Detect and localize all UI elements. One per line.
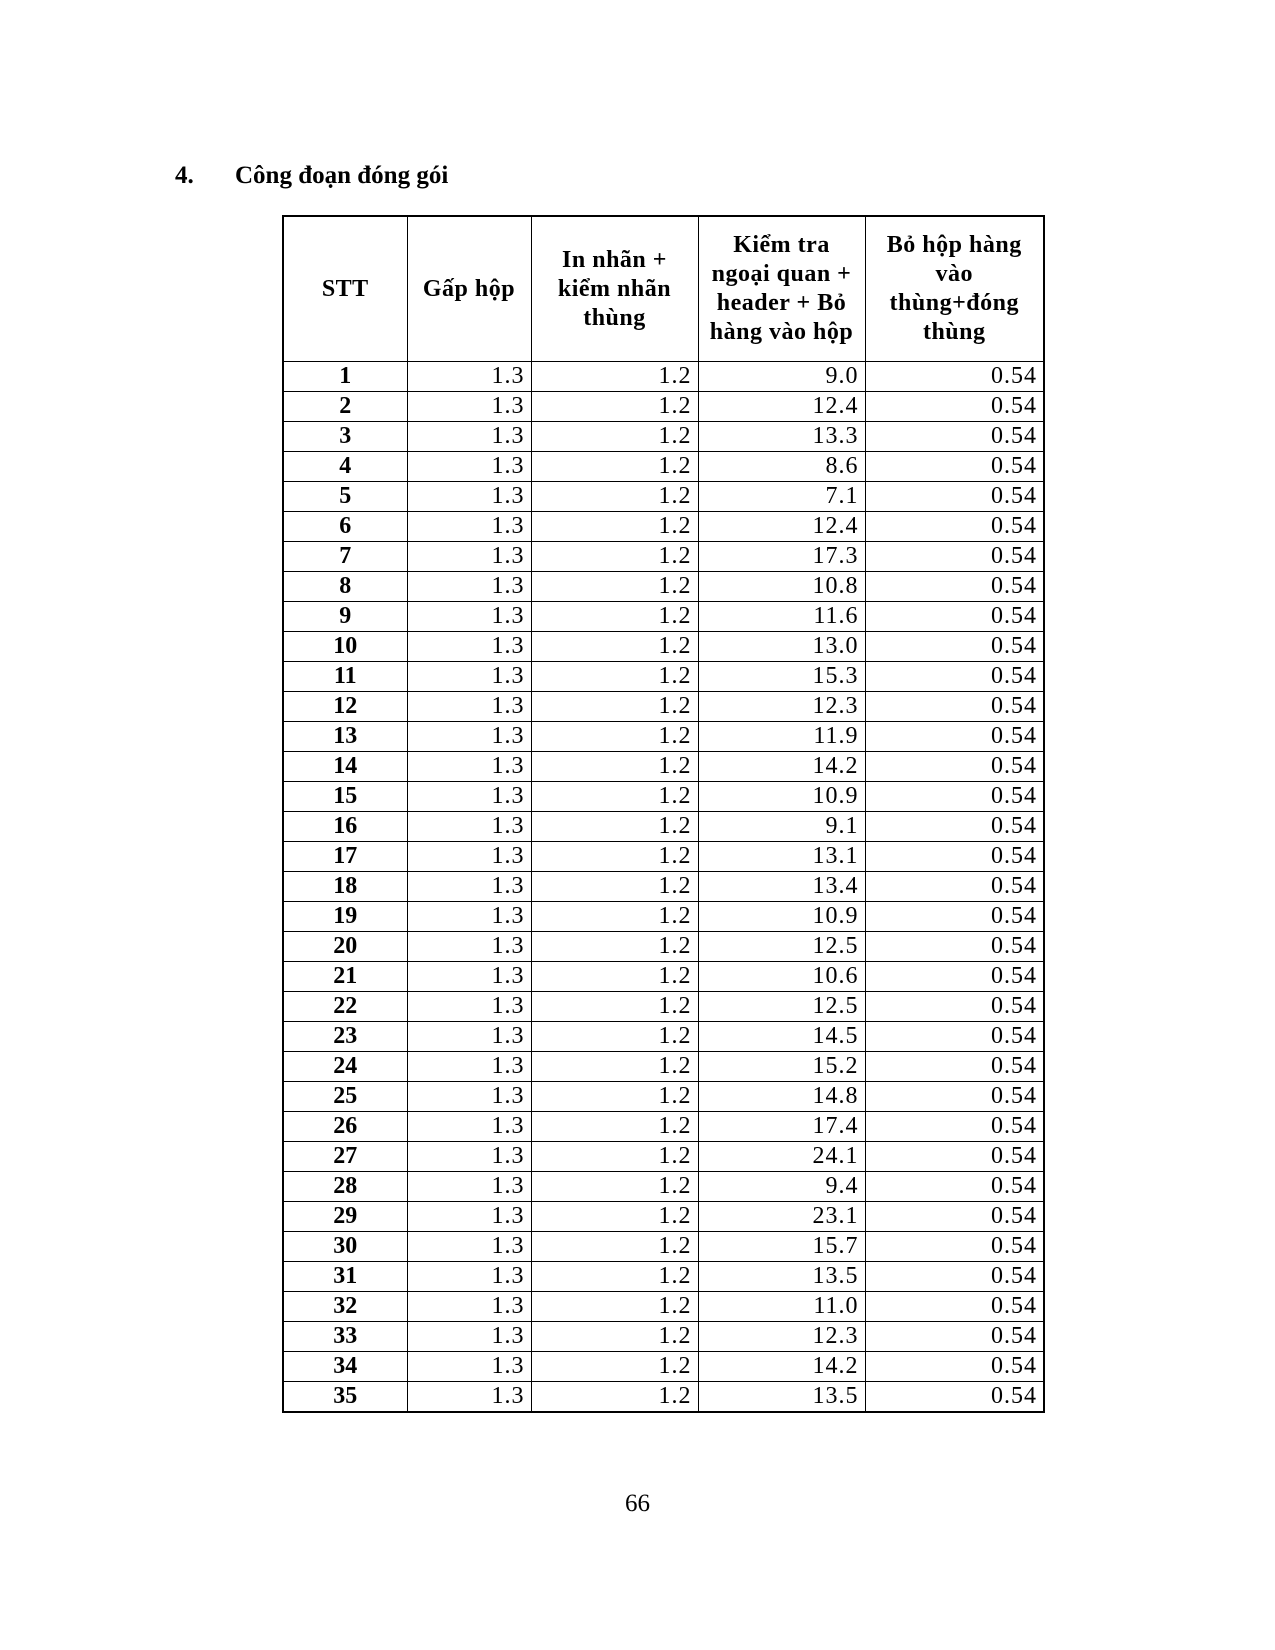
inspect-pack-cell: 14.2 <box>698 1352 865 1382</box>
packing-time-table <box>282 215 1045 1413</box>
stt-cell: 30 <box>283 1232 407 1262</box>
print-label-cell: 1.2 <box>531 1112 698 1142</box>
section-number: 4. <box>175 162 194 189</box>
fold-box-cell: 1.3 <box>407 542 531 572</box>
print-label-cell: 1.2 <box>531 1172 698 1202</box>
print-label-cell: 1.2 <box>531 1142 698 1172</box>
stt-cell: 13 <box>283 722 407 752</box>
print-label-cell: 1.2 <box>531 482 698 512</box>
table-row <box>283 572 1044 602</box>
print-label-cell: 1.2 <box>531 632 698 662</box>
print-label-cell: 1.2 <box>531 1202 698 1232</box>
inspect-pack-cell: 15.7 <box>698 1232 865 1262</box>
section-title: Công đoạn đóng gói <box>235 162 449 189</box>
table-row <box>283 722 1044 752</box>
box-into-carton-cell: 0.54 <box>865 1202 1044 1232</box>
section-heading <box>175 162 448 190</box>
inspect-pack-cell: 10.8 <box>698 572 865 602</box>
table-row <box>283 1142 1044 1172</box>
inspect-pack-cell: 10.6 <box>698 962 865 992</box>
box-into-carton-cell: 0.54 <box>865 962 1044 992</box>
table-row <box>283 392 1044 422</box>
table-row <box>283 1292 1044 1322</box>
inspect-pack-cell: 11.6 <box>698 602 865 632</box>
print-label-cell: 1.2 <box>531 1052 698 1082</box>
table-row <box>283 542 1044 572</box>
print-label-cell: 1.2 <box>531 362 698 392</box>
fold-box-cell: 1.3 <box>407 662 531 692</box>
table-row <box>283 1082 1044 1112</box>
table-row <box>283 962 1044 992</box>
inspect-pack-cell: 12.4 <box>698 392 865 422</box>
stt-cell: 17 <box>283 842 407 872</box>
inspect-pack-cell: 12.3 <box>698 1322 865 1352</box>
table-row <box>283 752 1044 782</box>
table-row <box>283 512 1044 542</box>
box-into-carton-cell: 0.54 <box>865 632 1044 662</box>
fold-box-cell: 1.3 <box>407 932 531 962</box>
table-body <box>283 362 1044 1413</box>
print-label-cell: 1.2 <box>531 902 698 932</box>
table-row <box>283 1352 1044 1382</box>
header-print-label: In nhãn + kiểm nhãn thùng <box>531 216 698 362</box>
box-into-carton-cell: 0.54 <box>865 602 1044 632</box>
stt-cell: 33 <box>283 1322 407 1352</box>
table-row <box>283 482 1044 512</box>
fold-box-cell: 1.3 <box>407 422 531 452</box>
inspect-pack-cell: 10.9 <box>698 902 865 932</box>
box-into-carton-cell: 0.54 <box>865 1292 1044 1322</box>
box-into-carton-cell: 0.54 <box>865 512 1044 542</box>
table-row <box>283 692 1044 722</box>
table-row <box>283 1382 1044 1413</box>
fold-box-cell: 1.3 <box>407 1052 531 1082</box>
print-label-cell: 1.2 <box>531 1022 698 1052</box>
stt-cell: 2 <box>283 392 407 422</box>
stt-cell: 12 <box>283 692 407 722</box>
stt-cell: 1 <box>283 362 407 392</box>
inspect-pack-cell: 11.9 <box>698 722 865 752</box>
inspect-pack-cell: 11.0 <box>698 1292 865 1322</box>
stt-cell: 29 <box>283 1202 407 1232</box>
box-into-carton-cell: 0.54 <box>865 482 1044 512</box>
fold-box-cell: 1.3 <box>407 1172 531 1202</box>
fold-box-cell: 1.3 <box>407 1262 531 1292</box>
stt-cell: 10 <box>283 632 407 662</box>
fold-box-cell: 1.3 <box>407 752 531 782</box>
fold-box-cell: 1.3 <box>407 602 531 632</box>
print-label-cell: 1.2 <box>531 662 698 692</box>
inspect-pack-cell: 12.5 <box>698 932 865 962</box>
table-row <box>283 1022 1044 1052</box>
fold-box-cell: 1.3 <box>407 1082 531 1112</box>
fold-box-cell: 1.3 <box>407 1382 531 1413</box>
stt-cell: 14 <box>283 752 407 782</box>
stt-cell: 19 <box>283 902 407 932</box>
stt-cell: 9 <box>283 602 407 632</box>
stt-cell: 24 <box>283 1052 407 1082</box>
table-row <box>283 932 1044 962</box>
table-row <box>283 662 1044 692</box>
table-header-row <box>283 216 1044 362</box>
stt-cell: 20 <box>283 932 407 962</box>
box-into-carton-cell: 0.54 <box>865 662 1044 692</box>
fold-box-cell: 1.3 <box>407 902 531 932</box>
inspect-pack-cell: 23.1 <box>698 1202 865 1232</box>
inspect-pack-cell: 7.1 <box>698 482 865 512</box>
print-label-cell: 1.2 <box>531 1082 698 1112</box>
inspect-pack-cell: 10.9 <box>698 782 865 812</box>
print-label-cell: 1.2 <box>531 1352 698 1382</box>
inspect-pack-cell: 13.5 <box>698 1382 865 1413</box>
stt-cell: 34 <box>283 1352 407 1382</box>
stt-cell: 3 <box>283 422 407 452</box>
stt-cell: 35 <box>283 1382 407 1413</box>
table-row <box>283 1172 1044 1202</box>
header-inspect-pack: Kiểm tra ngoại quan + header + Bỏ hàng vào hộp <box>698 216 865 362</box>
box-into-carton-cell: 0.54 <box>865 1082 1044 1112</box>
fold-box-cell: 1.3 <box>407 962 531 992</box>
print-label-cell: 1.2 <box>531 1292 698 1322</box>
box-into-carton-cell: 0.54 <box>865 902 1044 932</box>
fold-box-cell: 1.3 <box>407 1202 531 1232</box>
print-label-cell: 1.2 <box>531 962 698 992</box>
header-box-into-carton: Bỏ hộp hàng vào thùng+đóng thùng <box>865 216 1044 362</box>
stt-cell: 32 <box>283 1292 407 1322</box>
table-row <box>283 842 1044 872</box>
print-label-cell: 1.2 <box>531 1232 698 1262</box>
print-label-cell: 1.2 <box>531 872 698 902</box>
inspect-pack-cell: 14.8 <box>698 1082 865 1112</box>
box-into-carton-cell: 0.54 <box>865 722 1044 752</box>
fold-box-cell: 1.3 <box>407 1232 531 1262</box>
box-into-carton-cell: 0.54 <box>865 542 1044 572</box>
print-label-cell: 1.2 <box>531 932 698 962</box>
box-into-carton-cell: 0.54 <box>865 1022 1044 1052</box>
print-label-cell: 1.2 <box>531 992 698 1022</box>
inspect-pack-cell: 13.3 <box>698 422 865 452</box>
box-into-carton-cell: 0.54 <box>865 392 1044 422</box>
box-into-carton-cell: 0.54 <box>865 782 1044 812</box>
fold-box-cell: 1.3 <box>407 482 531 512</box>
print-label-cell: 1.2 <box>531 842 698 872</box>
fold-box-cell: 1.3 <box>407 632 531 662</box>
print-label-cell: 1.2 <box>531 782 698 812</box>
inspect-pack-cell: 8.6 <box>698 452 865 482</box>
box-into-carton-cell: 0.54 <box>865 932 1044 962</box>
inspect-pack-cell: 12.4 <box>698 512 865 542</box>
inspect-pack-cell: 17.3 <box>698 542 865 572</box>
inspect-pack-cell: 13.4 <box>698 872 865 902</box>
inspect-pack-cell: 15.2 <box>698 1052 865 1082</box>
box-into-carton-cell: 0.54 <box>865 992 1044 1022</box>
fold-box-cell: 1.3 <box>407 812 531 842</box>
page-number: 66 <box>625 1490 650 1517</box>
inspect-pack-cell: 24.1 <box>698 1142 865 1172</box>
table-row <box>283 452 1044 482</box>
print-label-cell: 1.2 <box>531 812 698 842</box>
fold-box-cell: 1.3 <box>407 1352 531 1382</box>
fold-box-cell: 1.3 <box>407 392 531 422</box>
stt-cell: 6 <box>283 512 407 542</box>
stt-cell: 16 <box>283 812 407 842</box>
fold-box-cell: 1.3 <box>407 872 531 902</box>
table-row <box>283 1262 1044 1292</box>
table-row <box>283 1232 1044 1262</box>
inspect-pack-cell: 14.5 <box>698 1022 865 1052</box>
box-into-carton-cell: 0.54 <box>865 1142 1044 1172</box>
box-into-carton-cell: 0.54 <box>865 752 1044 782</box>
table-row <box>283 902 1044 932</box>
inspect-pack-cell: 13.0 <box>698 632 865 662</box>
print-label-cell: 1.2 <box>531 692 698 722</box>
box-into-carton-cell: 0.54 <box>865 362 1044 392</box>
table-row <box>283 1052 1044 1082</box>
table-row <box>283 992 1044 1022</box>
box-into-carton-cell: 0.54 <box>865 1172 1044 1202</box>
fold-box-cell: 1.3 <box>407 362 531 392</box>
inspect-pack-cell: 17.4 <box>698 1112 865 1142</box>
box-into-carton-cell: 0.54 <box>865 1232 1044 1262</box>
print-label-cell: 1.2 <box>531 542 698 572</box>
table-row <box>283 812 1044 842</box>
stt-cell: 23 <box>283 1022 407 1052</box>
fold-box-cell: 1.3 <box>407 992 531 1022</box>
print-label-cell: 1.2 <box>531 1322 698 1352</box>
print-label-cell: 1.2 <box>531 572 698 602</box>
stt-cell: 5 <box>283 482 407 512</box>
fold-box-cell: 1.3 <box>407 842 531 872</box>
stt-cell: 8 <box>283 572 407 602</box>
stt-cell: 21 <box>283 962 407 992</box>
fold-box-cell: 1.3 <box>407 1322 531 1352</box>
fold-box-cell: 1.3 <box>407 782 531 812</box>
box-into-carton-cell: 0.54 <box>865 1352 1044 1382</box>
table-row <box>283 1202 1044 1232</box>
inspect-pack-cell: 9.0 <box>698 362 865 392</box>
box-into-carton-cell: 0.54 <box>865 452 1044 482</box>
fold-box-cell: 1.3 <box>407 1142 531 1172</box>
header-fold-box: Gấp hộp <box>407 216 531 362</box>
fold-box-cell: 1.3 <box>407 1112 531 1142</box>
table-row <box>283 632 1044 662</box>
table-row <box>283 362 1044 392</box>
table-row <box>283 872 1044 902</box>
table-row <box>283 602 1044 632</box>
print-label-cell: 1.2 <box>531 722 698 752</box>
box-into-carton-cell: 0.54 <box>865 572 1044 602</box>
stt-cell: 7 <box>283 542 407 572</box>
print-label-cell: 1.2 <box>531 452 698 482</box>
stt-cell: 15 <box>283 782 407 812</box>
inspect-pack-cell: 13.1 <box>698 842 865 872</box>
stt-cell: 11 <box>283 662 407 692</box>
stt-cell: 22 <box>283 992 407 1022</box>
table-row <box>283 1112 1044 1142</box>
inspect-pack-cell: 12.3 <box>698 692 865 722</box>
box-into-carton-cell: 0.54 <box>865 1052 1044 1082</box>
box-into-carton-cell: 0.54 <box>865 812 1044 842</box>
fold-box-cell: 1.3 <box>407 512 531 542</box>
inspect-pack-cell: 15.3 <box>698 662 865 692</box>
print-label-cell: 1.2 <box>531 752 698 782</box>
fold-box-cell: 1.3 <box>407 572 531 602</box>
box-into-carton-cell: 0.54 <box>865 422 1044 452</box>
header-stt: STT <box>283 216 407 362</box>
stt-cell: 25 <box>283 1082 407 1112</box>
inspect-pack-cell: 12.5 <box>698 992 865 1022</box>
fold-box-cell: 1.3 <box>407 722 531 752</box>
box-into-carton-cell: 0.54 <box>865 872 1044 902</box>
box-into-carton-cell: 0.54 <box>865 842 1044 872</box>
stt-cell: 26 <box>283 1112 407 1142</box>
inspect-pack-cell: 13.5 <box>698 1262 865 1292</box>
stt-cell: 4 <box>283 452 407 482</box>
print-label-cell: 1.2 <box>531 1262 698 1292</box>
box-into-carton-cell: 0.54 <box>865 1382 1044 1413</box>
inspect-pack-cell: 14.2 <box>698 752 865 782</box>
fold-box-cell: 1.3 <box>407 452 531 482</box>
box-into-carton-cell: 0.54 <box>865 1262 1044 1292</box>
inspect-pack-cell: 9.1 <box>698 812 865 842</box>
stt-cell: 27 <box>283 1142 407 1172</box>
stt-cell: 31 <box>283 1262 407 1292</box>
table-row <box>283 1322 1044 1352</box>
print-label-cell: 1.2 <box>531 512 698 542</box>
inspect-pack-cell: 9.4 <box>698 1172 865 1202</box>
fold-box-cell: 1.3 <box>407 1292 531 1322</box>
box-into-carton-cell: 0.54 <box>865 1322 1044 1352</box>
print-label-cell: 1.2 <box>531 1382 698 1413</box>
print-label-cell: 1.2 <box>531 602 698 632</box>
table-row <box>283 422 1044 452</box>
box-into-carton-cell: 0.54 <box>865 692 1044 722</box>
box-into-carton-cell: 0.54 <box>865 1112 1044 1142</box>
table-row <box>283 782 1044 812</box>
print-label-cell: 1.2 <box>531 392 698 422</box>
print-label-cell: 1.2 <box>531 422 698 452</box>
fold-box-cell: 1.3 <box>407 1022 531 1052</box>
fold-box-cell: 1.3 <box>407 692 531 722</box>
stt-cell: 18 <box>283 872 407 902</box>
stt-cell: 28 <box>283 1172 407 1202</box>
